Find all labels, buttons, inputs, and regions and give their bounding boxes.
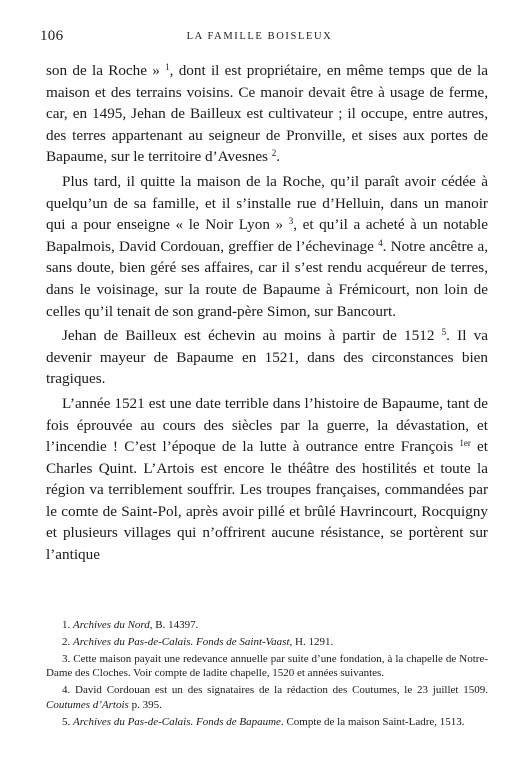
footnote-text: , H. 1291. bbox=[289, 635, 334, 648]
footnote-text: p. 395. bbox=[128, 698, 162, 711]
body-text bbox=[46, 60, 488, 566]
paragraph bbox=[46, 393, 488, 566]
footnote-number: 4. bbox=[62, 684, 76, 697]
footnotes bbox=[46, 618, 488, 730]
footnote-number: 3. bbox=[62, 652, 74, 665]
footnote-source: Archives du Pas-de-Calais. Fonds de Bapaume bbox=[73, 715, 281, 728]
paragraph bbox=[46, 325, 488, 390]
text-run: . Notre ancêtre a, sans doute, bien géré ses affaires, car il s’est rendu acquéreur de terres, dans le voisinage, sur la route de Bapaume à Frémicourt, non loin de celles qu’il tenait de son grand-père Simon, sur Bancourt. bbox=[46, 237, 488, 320]
footnote-ref: 4 bbox=[378, 237, 383, 248]
footnote-text: David Cordouan est un des signataires de la rédaction des Coutumes, le 23 juillet 1509. bbox=[75, 684, 488, 697]
text-run: , et qu’il a acheté à un notable Bapalmois, David Cordouan, greffier de l’échevinage bbox=[46, 216, 488, 255]
footnote bbox=[46, 652, 488, 682]
footnote-text: . Compte de la maison Saint-Ladre, 1513. bbox=[280, 715, 465, 728]
text-run: Jehan de Bailleux est échevin au moins à partir de 1512 bbox=[62, 327, 442, 345]
text-run: L’année 1521 est une date terrible dans l’histoire de Bapaume, tant de fois éprouvée au cours des siècles par la guerre, la dévastation, et l’incendie ! C’est l’époque de la lutte à outrance entre François bbox=[46, 394, 488, 456]
footnote bbox=[46, 683, 488, 713]
text-run: et Charles Quint. L’Artois est encore le théâtre des hostilités et toute la région va terriblement souffrir. Les troupes françaises, commandées par le comte de Saint-Pol, après avoir pillé et brûlé Havrincourt, Rocquigny et plusieurs villages qui n’offrirent aucune résistance, se portèrent sur l’antique bbox=[46, 438, 489, 564]
footnote-source: Archives du Nord bbox=[73, 619, 150, 631]
text-run: , dont il est propriétaire, en même temps que de la maison et des terrains voisins. Ce manoir devait être à usage de ferme, car, en 1495, Jehan de Bailleux est cultivateur ; il occupe, entre autres, des terres appartenant au seigneur de Pronville, et sises aux portes de Bapaume, sur le territoire d’Avesnes bbox=[46, 62, 488, 166]
footnote-text: , B. 14397. bbox=[149, 619, 199, 631]
footnote-ref: 5 bbox=[441, 327, 447, 338]
text-run: . bbox=[276, 148, 281, 166]
ordinal-superscript: 1er bbox=[459, 438, 471, 449]
footnote-number: 1. bbox=[62, 619, 73, 631]
footnote-source: Archives du Pas-de-Calais. Fonds de Saint-Vaast bbox=[73, 635, 290, 648]
text-run: . Il va devenir mayeur de Bapaume en 1521, dans des circonstances bien tragiques. bbox=[46, 327, 488, 388]
footnote-text: Cette maison payait une redevance annuelle par suite d’une fondation, à la chapelle de Notre-Dame des Cloches. Voir compte de ladite chapelle, 1520 et années suivantes. bbox=[46, 652, 488, 680]
footnote-number: 5. bbox=[62, 715, 73, 728]
page-header bbox=[0, 28, 519, 48]
running-head: LA FAMILLE BOISLEUX bbox=[186, 31, 333, 42]
paragraph bbox=[46, 60, 488, 168]
footnote-source: Coutumes d’Artois bbox=[46, 698, 129, 711]
footnote bbox=[46, 635, 488, 650]
footnote-number: 2. bbox=[62, 635, 73, 648]
text-run: Plus tard, il quitte la maison de la Roche, qu’il paraît avoir cédée à quelqu’un de sa famille, et il s’installe rue d’Helluin, dans un manoir qui a pour enseigne « le Noir Lyon » bbox=[46, 172, 488, 234]
paragraph bbox=[46, 171, 488, 322]
footnote bbox=[46, 618, 488, 633]
footnote-ref: 1 bbox=[165, 62, 170, 72]
footnote bbox=[46, 715, 488, 730]
page-number: 106 bbox=[40, 28, 64, 44]
text-run: son de la Roche » bbox=[46, 62, 166, 79]
footnote-ref: 3 bbox=[288, 216, 294, 227]
footnote-ref: 2 bbox=[271, 148, 277, 159]
